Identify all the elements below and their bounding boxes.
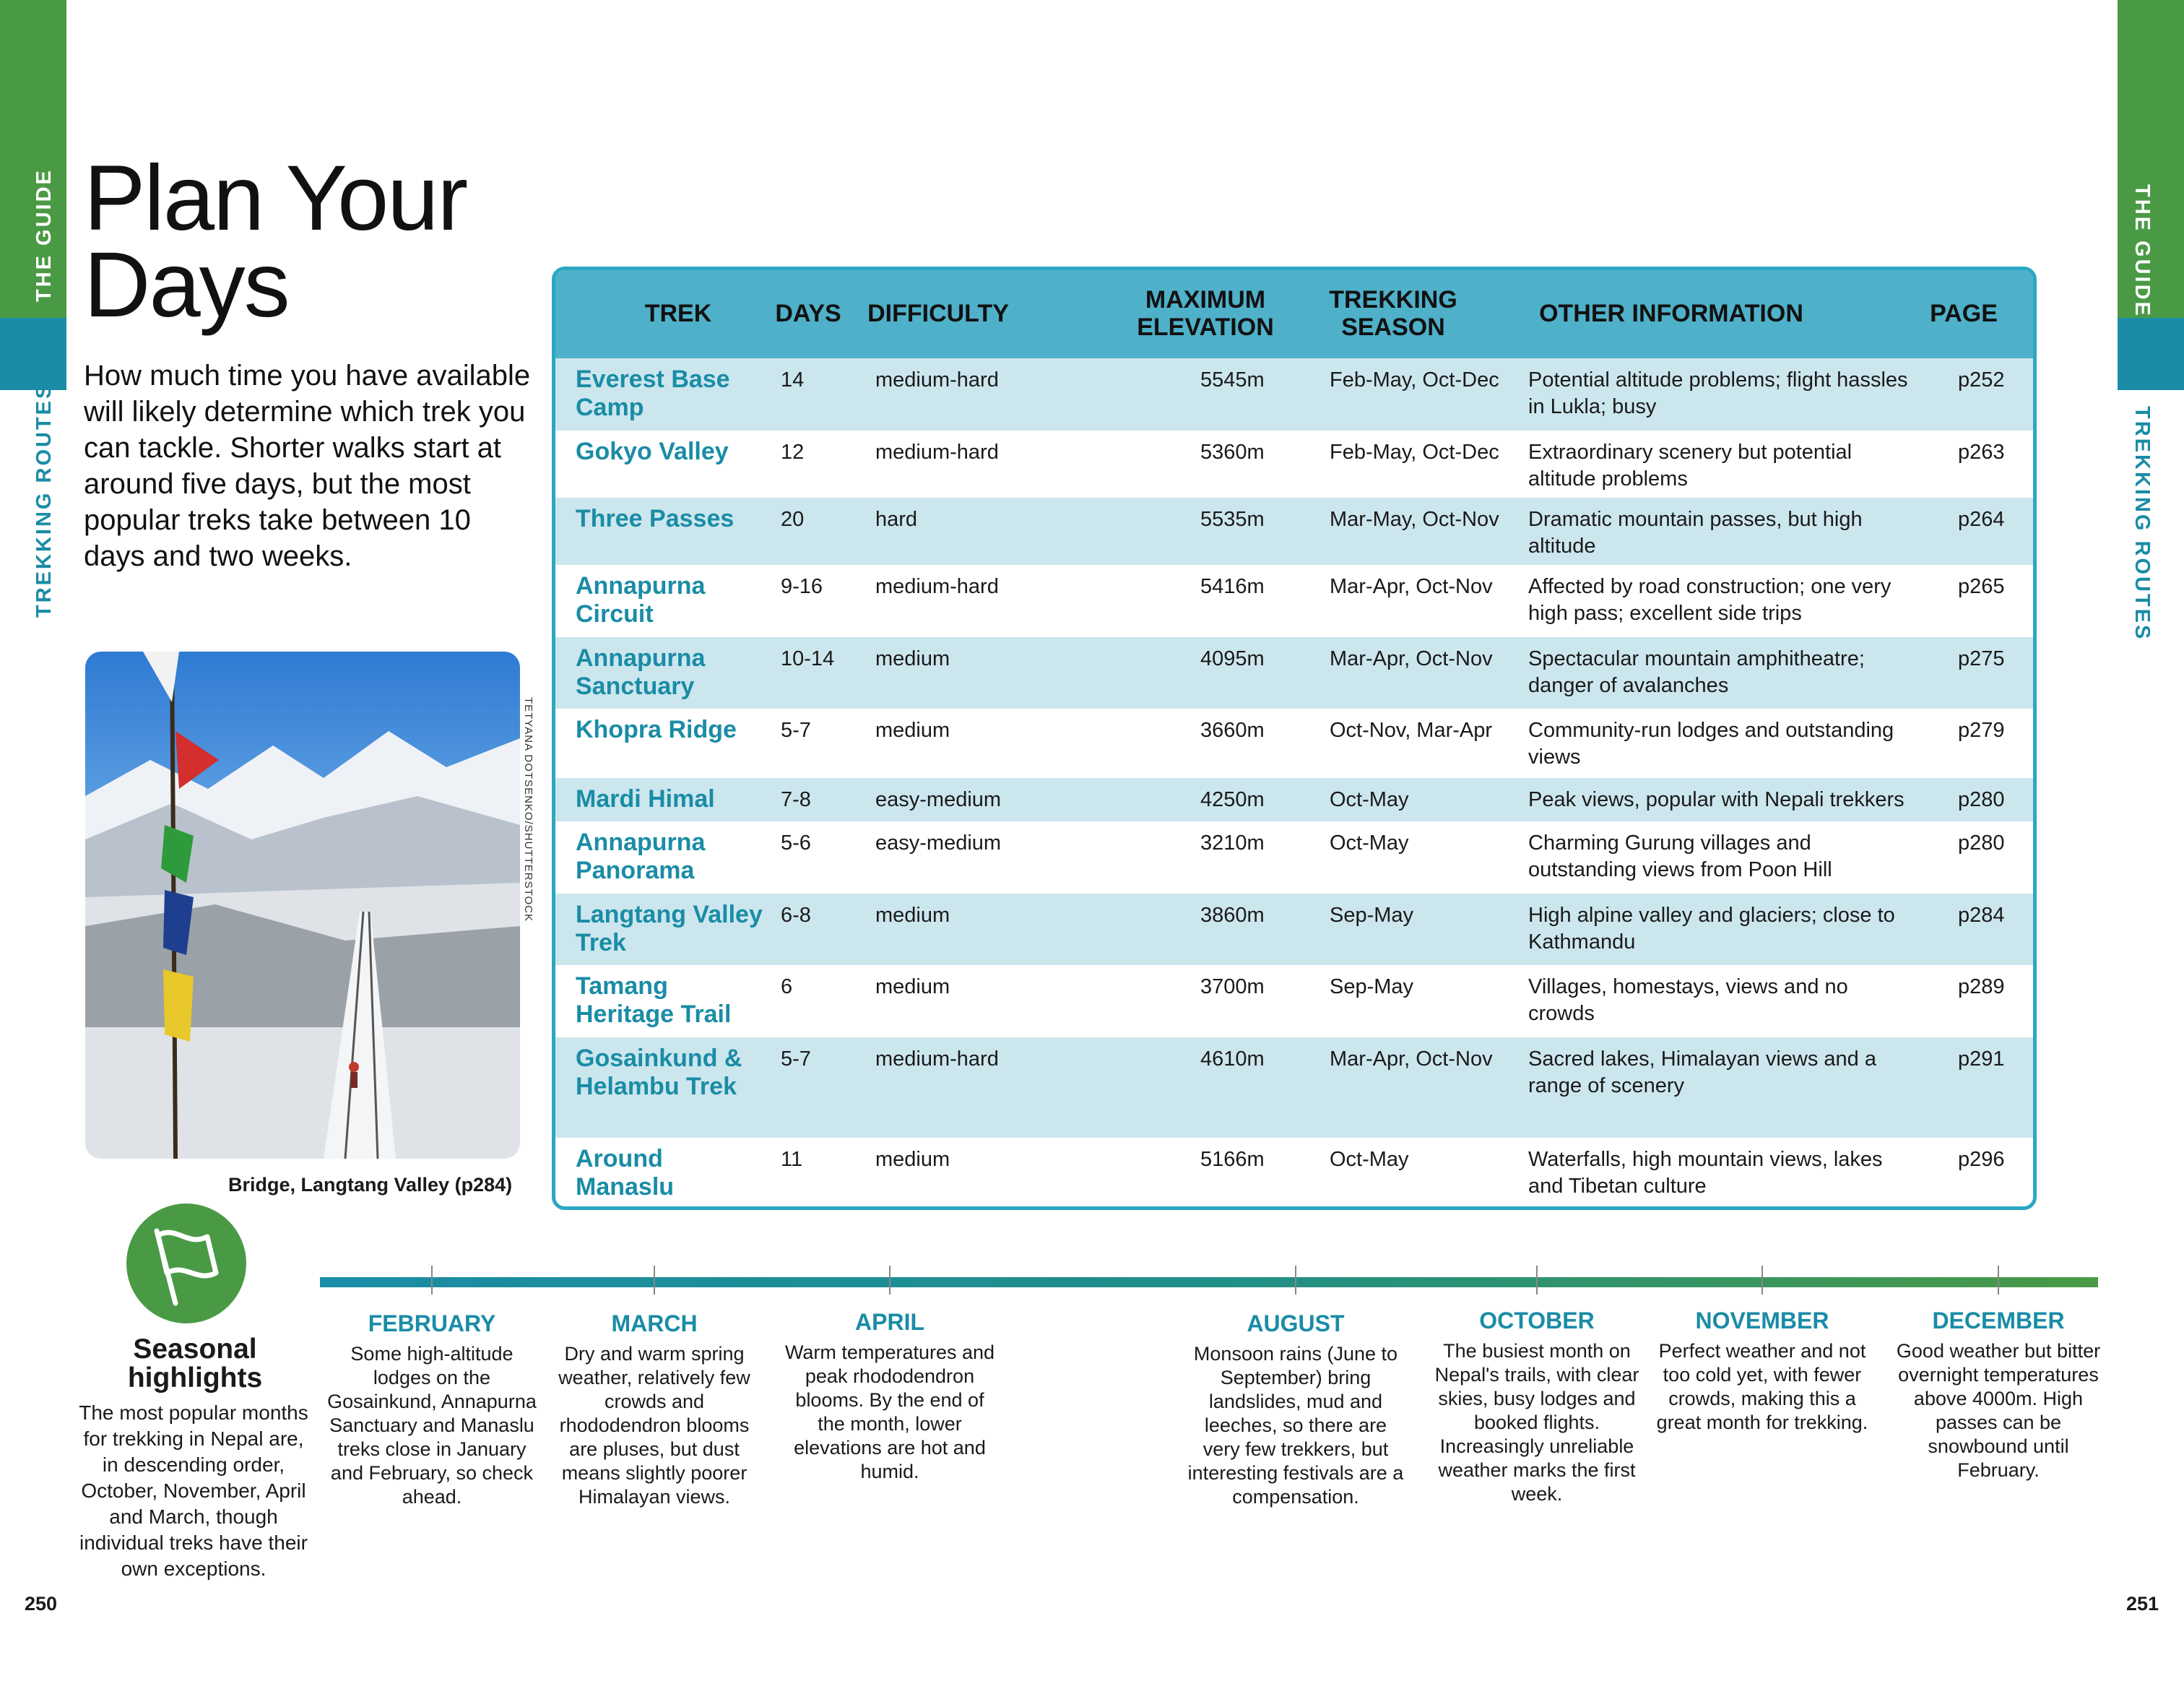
cell-page: p291 <box>1958 1047 2005 1071</box>
photo-credit: TETYANA DOTSENKO/SHUTTERSTOCK <box>522 697 534 922</box>
cell-info: Spectacular mountain amphitheatre; danger of avalanches <box>1528 647 1865 697</box>
header-season-line-2: SEASON <box>1341 314 1445 341</box>
trek-name: Around Manaslu <box>576 1145 675 1201</box>
cell-info: Peak views, popular with Nepali trekkers <box>1528 788 1904 811</box>
cell-elevation: 4095m <box>1200 647 1265 670</box>
trek-name: Gosainkund & Helambu Trek <box>576 1045 742 1100</box>
month-block <box>1890 1306 2107 1482</box>
cell-difficulty: medium-hard <box>875 575 999 598</box>
trek-table <box>552 267 2037 1210</box>
month-name: APRIL <box>855 1309 924 1335</box>
cell-season: Oct-May <box>1330 1148 1409 1171</box>
cell-difficulty: easy-medium <box>875 831 1002 855</box>
cell-difficulty: medium <box>875 904 950 927</box>
left-section-tab <box>0 318 66 390</box>
cell-info: Waterfalls, high mountain views, lakes and Tibetan culture <box>1528 1148 1883 1198</box>
cell-days: 10-14 <box>781 647 835 670</box>
cell-difficulty: hard <box>875 508 918 531</box>
cell-page: p279 <box>1958 719 2005 742</box>
cell-info: Sacred lakes, Himalayan views and a range of scenery <box>1528 1047 1876 1097</box>
month-block <box>1654 1306 1871 1435</box>
seasonal-title: Seasonal highlights <box>127 1334 263 1393</box>
cell-season: Mar-May, Oct-Nov <box>1330 508 1499 531</box>
left-guide-label: THE GUIDE <box>32 168 56 302</box>
trek-name: Three Passes <box>576 505 734 532</box>
timeline-tick <box>889 1266 890 1295</box>
month-name: MARCH <box>611 1310 698 1336</box>
cell-season: Oct-May <box>1330 788 1409 811</box>
cell-elevation: 4610m <box>1200 1047 1265 1071</box>
cell-difficulty: medium <box>875 647 950 670</box>
cell-difficulty: medium-hard <box>875 1047 999 1071</box>
cell-page: p280 <box>1958 788 2005 811</box>
cell-elevation: 5535m <box>1200 508 1265 531</box>
cell-page: p264 <box>1958 508 2005 531</box>
cell-days: 12 <box>781 441 805 464</box>
month-block <box>1187 1309 1404 1509</box>
cell-page: p289 <box>1958 975 2005 998</box>
cell-info: Dramatic mountain passes, but high altitude <box>1528 508 1863 558</box>
cell-difficulty: medium <box>875 1148 950 1171</box>
cell-page: p280 <box>1958 831 2005 855</box>
cell-days: 20 <box>781 508 805 531</box>
table-row <box>555 637 2033 709</box>
page-title-line-1: Plan Your <box>84 147 467 250</box>
cell-info: Villages, homestays, views and no crowds <box>1528 975 1848 1025</box>
cell-page: p296 <box>1958 1148 2005 1171</box>
cell-season: Mar-Apr, Oct-Nov <box>1330 1047 1493 1071</box>
month-description: Good weather but bitter overnight temperatures above 4000m. High passes can be snowbound until February. <box>1896 1340 2101 1481</box>
month-description: Warm temperatures and peak rhododendron blooms. By the end of the month, lower elevations are hot and humid. <box>784 1341 995 1482</box>
cell-info: Charming Gurung villages and outstanding views from Poon Hill <box>1528 831 1832 881</box>
cell-days: 11 <box>781 1148 803 1171</box>
header-elevation <box>1133 286 1278 341</box>
timeline-tick <box>654 1266 655 1295</box>
cell-days: 6 <box>781 975 793 998</box>
trek-name: Mardi Himal <box>576 785 715 813</box>
cell-page: p263 <box>1958 441 2005 464</box>
left-section-label: TREKKING ROUTES <box>32 382 56 618</box>
cell-page: p252 <box>1958 368 2005 392</box>
table-row <box>555 894 2033 965</box>
page-title <box>84 147 467 337</box>
cell-season: Sep-May <box>1330 975 1414 998</box>
cell-page: p284 <box>1958 904 2005 927</box>
trek-name: Tamang Heritage Trail <box>576 972 732 1028</box>
trek-name: Khopra Ridge <box>576 716 737 743</box>
table-row <box>555 1037 2033 1138</box>
month-block <box>781 1308 998 1484</box>
header-elevation-line-2: ELEVATION <box>1137 314 1274 341</box>
cell-days: 5-6 <box>781 831 811 855</box>
header-page: PAGE <box>1930 300 1998 327</box>
cell-elevation: 3660m <box>1200 719 1265 742</box>
table-row <box>555 565 2033 637</box>
seasonal-intro: The most popular months for trekking in Nepal are, in descending order, October, November, April and March, though individual treks have their own exceptions. <box>79 1401 308 1580</box>
cell-info: Extraordinary scenery but potential altitude problems <box>1528 441 1852 491</box>
trek-name: Annapurna Panorama <box>576 829 706 884</box>
right-section-label: TREKKING ROUTES <box>2131 406 2154 641</box>
timeline-tick <box>1762 1266 1763 1295</box>
cell-elevation: 3210m <box>1200 831 1265 855</box>
trek-name: Annapurna Sanctuary <box>576 644 706 700</box>
table-row <box>555 1138 2033 1206</box>
cell-season: Feb-May, Oct-Dec <box>1330 368 1499 392</box>
table-row <box>555 965 2033 1037</box>
month-description: Perfect weather and not too cold yet, with fewer crowds, making this a great month for trekking. <box>1656 1340 1868 1433</box>
season-timeline <box>320 1277 2098 1287</box>
cell-info: Affected by road construction; one very high pass; excellent side trips <box>1528 575 1892 625</box>
month-description: Dry and warm spring weather, relatively few crowds and rhododendron blooms are pluses, but dust means slightly poorer Himalayan views. <box>558 1343 750 1508</box>
month-description: Some high-altitude lodges on the Gosainkund, Annapurna Sanctuary and Manaslu treks close in January and February, so check ahead. <box>327 1343 537 1508</box>
cell-difficulty: easy-medium <box>875 788 1002 811</box>
intro-paragraph: How much time you have available will likely determine which trek you can tackle. Shorter walks start at around five days, but the most popular treks take between 10 days and two weeks. <box>84 360 531 572</box>
photo-caption: Bridge, Langtang Valley (p284) <box>228 1174 513 1196</box>
month-name: OCTOBER <box>1479 1308 1595 1334</box>
cell-info: Potential altitude problems; flight hassles in Lukla; busy <box>1528 368 1908 418</box>
cell-difficulty: medium <box>875 975 950 998</box>
month-name: AUGUST <box>1247 1310 1345 1336</box>
header-season-line-1: TREKKING <box>1329 286 1457 314</box>
page-number-right: 251 <box>2126 1593 2159 1615</box>
cell-elevation: 5545m <box>1200 368 1265 392</box>
trek-name: Langtang Valley Trek <box>576 901 763 956</box>
month-name: NOVEMBER <box>1695 1308 1829 1334</box>
trek-name: Everest Base Camp <box>576 366 730 421</box>
cell-days: 5-7 <box>781 1047 811 1071</box>
timeline-tick <box>1536 1266 1538 1295</box>
cell-season: Feb-May, Oct-Dec <box>1330 441 1499 464</box>
table-header <box>555 270 2033 358</box>
header-days: DAYS <box>775 300 841 327</box>
month-description: The busiest month on Nepal's trails, with clear skies, busy lodges and booked flights. Increasingly unreliable weather marks the first week. <box>1434 1340 1639 1505</box>
header-elevation-line-1: MAXIMUM <box>1145 286 1266 314</box>
cell-elevation: 3700m <box>1200 975 1265 998</box>
trek-name: Gokyo Valley <box>576 438 729 465</box>
bridge-photo <box>85 652 520 1159</box>
trek-name: Annapurna Circuit <box>576 572 706 628</box>
cell-elevation: 5360m <box>1200 441 1265 464</box>
table-row <box>555 498 2033 565</box>
header-other-information: OTHER INFORMATION <box>1539 300 1803 327</box>
cell-elevation: 5416m <box>1200 575 1265 598</box>
cell-info: Community-run lodges and outstanding views <box>1528 719 1894 769</box>
flag-badge <box>126 1204 246 1323</box>
cell-days: 7-8 <box>781 788 811 811</box>
flag-icon <box>126 1204 246 1323</box>
cell-days: 5-7 <box>781 719 811 742</box>
cell-elevation: 5166m <box>1200 1148 1265 1171</box>
cell-elevation: 3860m <box>1200 904 1265 927</box>
month-name: DECEMBER <box>1932 1308 2065 1334</box>
timeline-tick <box>431 1266 433 1295</box>
cell-season: Oct-May <box>1330 831 1409 855</box>
cell-season: Mar-Apr, Oct-Nov <box>1330 647 1493 670</box>
month-description: Monsoon rains (June to September) bring landslides, mud and leeches, so there are very few trekkers, but interesting festivals are a compensation. <box>1187 1343 1404 1508</box>
table-row <box>555 778 2033 821</box>
cell-difficulty: medium-hard <box>875 368 999 392</box>
cell-difficulty: medium-hard <box>875 441 999 464</box>
cell-days: 14 <box>781 368 805 392</box>
cell-info: High alpine valley and glaciers; close to Kathmandu <box>1528 904 1895 954</box>
right-section-tab <box>2118 318 2184 390</box>
month-name: FEBRUARY <box>368 1310 496 1336</box>
cell-page: p275 <box>1958 647 2005 670</box>
cell-elevation: 4250m <box>1200 788 1265 811</box>
cell-season: Mar-Apr, Oct-Nov <box>1330 575 1493 598</box>
header-trek: TREK <box>644 300 712 327</box>
timeline-tick <box>1295 1266 1296 1295</box>
cell-page: p265 <box>1958 575 2005 598</box>
month-block <box>546 1309 763 1509</box>
cell-season: Oct-Nov, Mar-Apr <box>1330 719 1493 742</box>
table-row <box>555 709 2033 778</box>
right-guide-label: THE GUIDE <box>2131 184 2154 318</box>
table-row <box>555 358 2033 431</box>
cell-days: 6-8 <box>781 904 811 927</box>
page-number-left: 250 <box>25 1593 58 1615</box>
cell-season: Sep-May <box>1330 904 1414 927</box>
header-difficulty: DIFFICULTY <box>867 300 1009 327</box>
cell-days: 9-16 <box>781 575 823 598</box>
cell-difficulty: medium <box>875 719 950 742</box>
timeline-tick <box>1998 1266 1999 1295</box>
header-season <box>1321 286 1465 341</box>
month-block <box>324 1309 540 1509</box>
table-row <box>555 431 2033 498</box>
photo-scene <box>85 652 520 1159</box>
table-row <box>555 821 2033 894</box>
page-title-line-2: Days <box>84 233 289 337</box>
month-block <box>1429 1306 1645 1506</box>
